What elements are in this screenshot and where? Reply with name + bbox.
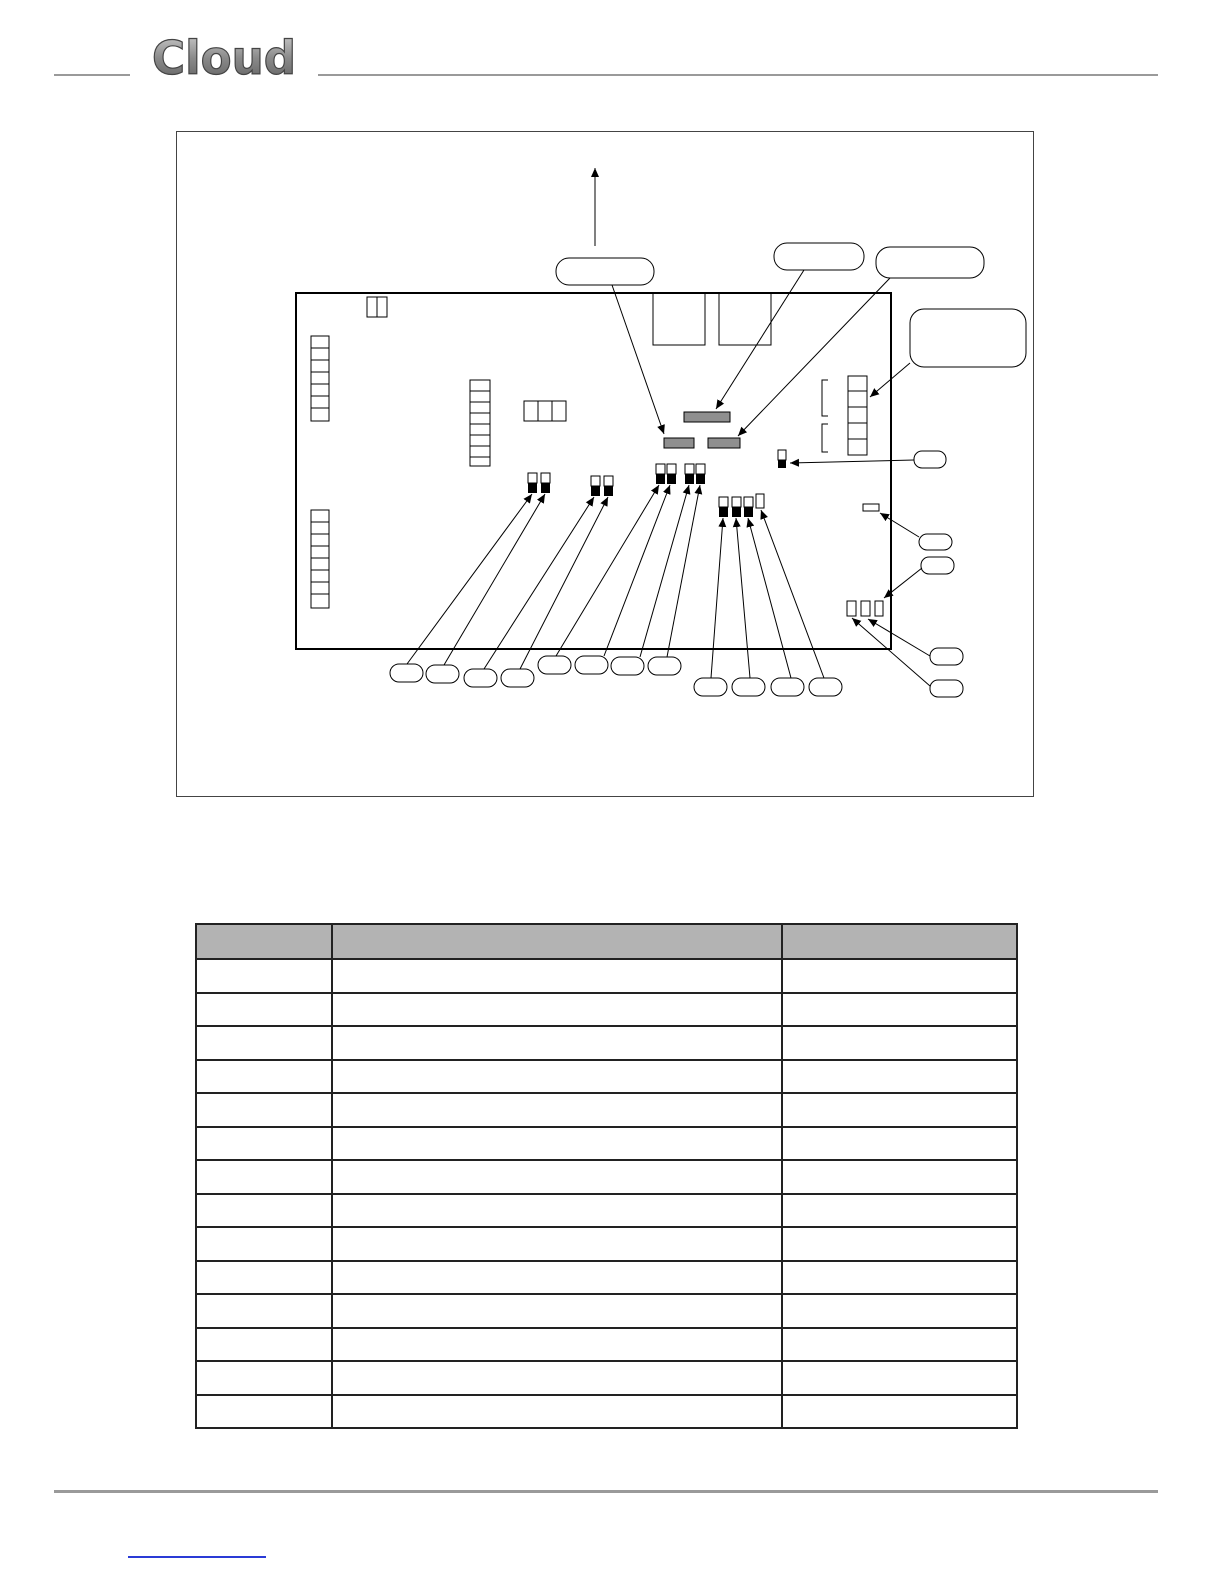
table-cell bbox=[332, 1361, 782, 1395]
jumper-pair-3 bbox=[656, 464, 676, 484]
table-row bbox=[196, 1227, 1017, 1261]
table-cell bbox=[332, 1261, 782, 1295]
table-cell bbox=[196, 1294, 332, 1328]
callout-right-large bbox=[910, 309, 1026, 367]
table-cell bbox=[332, 1026, 782, 1060]
board-outline bbox=[296, 293, 891, 649]
table-cell bbox=[196, 1160, 332, 1194]
table-row bbox=[196, 959, 1017, 993]
table-row bbox=[196, 1026, 1017, 1060]
footer-rule bbox=[54, 1490, 1158, 1493]
jumper-pair-1 bbox=[528, 473, 550, 493]
table-header-row bbox=[196, 924, 1017, 959]
table-cell bbox=[332, 1227, 782, 1261]
table-cell bbox=[196, 1127, 332, 1161]
table-row bbox=[196, 993, 1017, 1027]
table-cell bbox=[196, 1227, 332, 1261]
table-header-cell bbox=[196, 924, 332, 959]
table-cell bbox=[332, 993, 782, 1027]
callout-bottom-3 bbox=[464, 669, 497, 687]
table-cell bbox=[782, 1328, 1017, 1362]
table-cell bbox=[196, 1361, 332, 1395]
jumper-pair-2 bbox=[591, 476, 613, 496]
callout-bottom-9 bbox=[694, 678, 727, 696]
table-row bbox=[196, 1328, 1017, 1362]
table-header-cell bbox=[332, 924, 782, 959]
table-row bbox=[196, 1160, 1017, 1194]
callout-bottom-8 bbox=[648, 657, 681, 675]
bracket-upper bbox=[822, 380, 828, 416]
table-row bbox=[196, 1093, 1017, 1127]
led-indicator bbox=[863, 504, 879, 511]
logo-text: Cloud bbox=[152, 31, 296, 82]
bottom-right-pins bbox=[847, 601, 883, 616]
table-cell bbox=[196, 1060, 332, 1094]
table-row bbox=[196, 1395, 1017, 1429]
callout-bottom-2 bbox=[426, 665, 459, 683]
table-row bbox=[196, 1127, 1017, 1161]
jumper-pair-4 bbox=[685, 464, 705, 484]
three-pin-header bbox=[524, 401, 566, 421]
table-cell bbox=[782, 1294, 1017, 1328]
table-cell bbox=[782, 1194, 1017, 1228]
callout-top-3 bbox=[876, 247, 984, 278]
table-cell bbox=[782, 1395, 1017, 1429]
table-cell bbox=[196, 959, 332, 993]
table-row bbox=[196, 1194, 1017, 1228]
table-cell bbox=[782, 1160, 1017, 1194]
bracket-lower bbox=[822, 424, 828, 452]
table-cell bbox=[196, 1093, 332, 1127]
top-module-left bbox=[653, 293, 705, 345]
table-cell bbox=[782, 1261, 1017, 1295]
table-cell bbox=[332, 1160, 782, 1194]
callout-right-1 bbox=[914, 451, 946, 468]
table-cell bbox=[196, 1328, 332, 1362]
callout-right-2 bbox=[919, 534, 952, 550]
table-header-cell bbox=[782, 924, 1017, 959]
callout-bottom-11 bbox=[771, 678, 804, 696]
callout-right-3 bbox=[921, 557, 954, 574]
footer-link[interactable] bbox=[128, 1556, 266, 1558]
callout-top-1 bbox=[556, 258, 654, 285]
callout-bottom-12 bbox=[809, 678, 842, 696]
chip-lower-left bbox=[664, 438, 694, 448]
table-cell bbox=[332, 1194, 782, 1228]
top-left-connector bbox=[367, 297, 387, 317]
table-cell bbox=[782, 993, 1017, 1027]
jumper-right bbox=[778, 450, 786, 468]
center-column-connector bbox=[470, 380, 490, 466]
table-cell bbox=[782, 959, 1017, 993]
chip-upper bbox=[684, 412, 730, 422]
callout-right-5 bbox=[930, 680, 963, 697]
callout-bottom-4 bbox=[501, 669, 534, 687]
jumper-quad bbox=[719, 494, 764, 517]
table-cell bbox=[332, 1294, 782, 1328]
table-cell bbox=[332, 1093, 782, 1127]
table-cell bbox=[332, 1328, 782, 1362]
callout-bottom-10 bbox=[732, 678, 765, 696]
table-cell bbox=[782, 1361, 1017, 1395]
table-cell bbox=[332, 1060, 782, 1094]
table-cell bbox=[782, 1127, 1017, 1161]
table-cell bbox=[782, 1026, 1017, 1060]
table-cell bbox=[196, 1395, 332, 1429]
callout-bottom-1 bbox=[390, 664, 423, 682]
table-cell bbox=[196, 1026, 332, 1060]
terminal-block-lower-left bbox=[311, 510, 329, 608]
table-cell bbox=[782, 1060, 1017, 1094]
table-cell bbox=[196, 993, 332, 1027]
table-cell bbox=[196, 1261, 332, 1295]
callout-bottom-6 bbox=[575, 656, 608, 674]
callout-top-2 bbox=[774, 243, 864, 270]
terminal-block-right bbox=[848, 376, 867, 455]
callout-right-4 bbox=[930, 648, 963, 665]
table-cell bbox=[782, 1227, 1017, 1261]
callout-bottom-7 bbox=[611, 657, 644, 675]
table-row bbox=[196, 1261, 1017, 1295]
spec-table bbox=[195, 923, 1018, 1429]
table-row bbox=[196, 1294, 1017, 1328]
table-row bbox=[196, 1361, 1017, 1395]
table-cell bbox=[196, 1194, 332, 1228]
terminal-block-upper-left bbox=[311, 336, 329, 421]
table-cell bbox=[782, 1093, 1017, 1127]
chip-lower-right bbox=[708, 438, 740, 448]
top-module-right bbox=[719, 293, 771, 345]
table-cell bbox=[332, 1127, 782, 1161]
table-cell bbox=[332, 959, 782, 993]
callout-bottom-5 bbox=[538, 656, 571, 674]
table-cell bbox=[332, 1395, 782, 1429]
table-row bbox=[196, 1060, 1017, 1094]
